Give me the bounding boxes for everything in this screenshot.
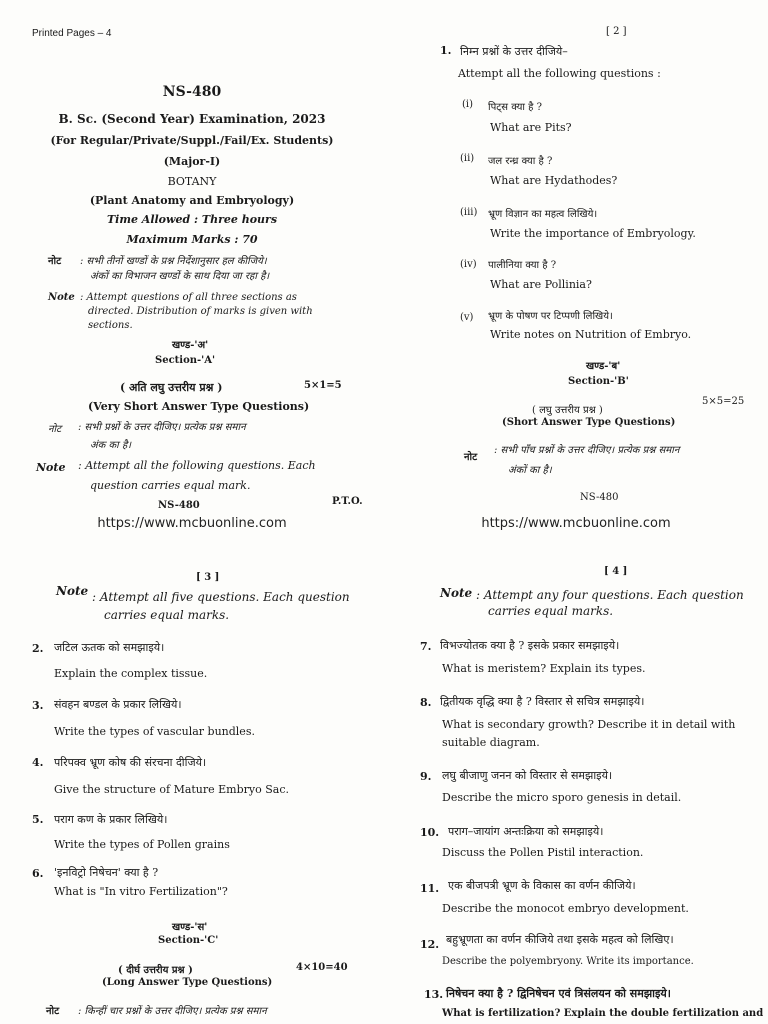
question-hi: पराग कण के प्रकार लिखिये। — [54, 813, 168, 826]
question-hi: 'इनविट्रो निषेचन' क्या है ? — [54, 866, 159, 879]
website-url[interactable]: https://www.mcbuonline.com — [97, 516, 287, 531]
page-3 — [0, 512, 384, 1024]
note-line-1: : Attempt any four questions. Each question — [476, 588, 744, 602]
question-number: 6. — [32, 867, 44, 880]
section-c-en: Section-'C' — [158, 935, 219, 946]
note-en-line-1: : Attempt questions of all three sections as — [80, 292, 297, 303]
question-number: 9. — [420, 770, 432, 783]
note-hi-line-1: : सभी तीनों खण्डों के प्रश्न निर्देशानुसार हल कीजिये। — [80, 256, 267, 267]
question-hi: विभज्योतक क्या है ? इसके प्रकार समझाइये। — [440, 639, 620, 652]
question-en: Describe the polyembryony. Write its importance. — [442, 956, 694, 967]
note2-hi-line-2: अंक का है। — [90, 440, 132, 451]
question-en: Give the structure of Mature Embryo Sac. — [54, 783, 290, 796]
item-hi: पिट्स क्या है ? — [488, 102, 543, 113]
item-en: What are Pollinia? — [490, 278, 592, 291]
exam-title: B. Sc. (Second Year) Examination, 2023 — [58, 112, 326, 126]
note2-en-label: Note — [36, 461, 66, 474]
type-hi: ( दीर्घ उत्तरीय प्रश्न ) — [118, 965, 193, 976]
time-allowed: Time Allowed : Three hours — [106, 213, 278, 226]
footer-code: NS-480 — [580, 492, 619, 503]
page-number: [ 3 ] — [196, 572, 220, 583]
footer-code: NS-480 — [158, 500, 200, 511]
page-number: [ 2 ] — [606, 26, 627, 37]
question-hi: द्वितीयक वृद्धि क्या है ? विस्तार से सचित्र समझाइये। — [440, 695, 645, 708]
paper-title: (Plant Anatomy and Embryology) — [89, 194, 295, 207]
question-en: Explain the complex tissue. — [54, 667, 208, 680]
note-line-1: : Attempt all five questions. Each question — [92, 590, 350, 604]
question-number: 11. — [420, 882, 440, 895]
note-en-label: Note — [48, 292, 75, 303]
item-hi: भ्रूण विज्ञान का महत्व लिखिये। — [488, 209, 598, 220]
marks-scheme-a: 5×1=5 — [304, 380, 342, 391]
question-number: 4. — [32, 756, 44, 769]
marks-scheme-c: 4×10=40 — [296, 962, 348, 973]
question-hi: बहुभ्रूणता का वर्णन कीजिये तथा इसके महत्व को लिखिए। — [446, 933, 674, 946]
section-b-hi: खण्ड-'ब' — [586, 361, 621, 372]
question-en-line-2: suitable diagram. — [442, 736, 540, 749]
note-hi-label: नोट — [48, 256, 62, 267]
section-a-hi: खण्ड-'अ' — [172, 340, 209, 351]
marks-scheme-b: 5×5=25 — [702, 396, 745, 407]
question-number: 13. — [424, 988, 444, 1001]
note2-en-line-2: question carries equal mark. — [90, 479, 251, 492]
question-number: 8. — [420, 696, 432, 709]
question-number: 10. — [420, 826, 440, 839]
section-c-hi: खण्ड-'स' — [172, 922, 208, 933]
question-1-en: Attempt all the following questions : — [458, 67, 661, 80]
type-en: (Long Answer Type Questions) — [102, 977, 273, 988]
item-en: Write notes on Nutrition of Embryo. — [490, 328, 692, 341]
type-en: (Short Answer Type Questions) — [502, 417, 676, 428]
type-hi: ( लघु उत्तरीय प्रश्न ) — [532, 405, 603, 416]
question-en: What is "In vitro Fertilization"? — [54, 885, 228, 898]
major-line: (Major-I) — [163, 155, 221, 168]
page-1 — [0, 0, 384, 531]
question-hi: संवहन बण्डल के प्रकार लिखिये। — [54, 698, 182, 711]
question-en: Describe the micro sporo genesis in detail. — [442, 791, 682, 804]
note-en-line-2: directed. Distribution of marks is given with — [88, 306, 313, 317]
subject-line: BOTANY — [167, 175, 217, 188]
note-hi-line-1: : किन्हीं चार प्रश्नों के उत्तर दीजिए। प्रत्येक प्रश्न समान — [78, 1006, 267, 1017]
question-number: 3. — [32, 699, 44, 712]
note-hi-label: नोट — [46, 1006, 60, 1017]
note-hi-line-2: अंकों का है। — [508, 465, 552, 476]
note2-hi-line-1: : सभी प्रश्नों के उत्तर दीजिए। प्रत्येक प्रश्न समान — [78, 422, 246, 433]
question-en: Write the types of Pollen grains — [54, 838, 230, 851]
item-en: Write the importance of Embryology. — [490, 227, 696, 240]
note2-en-line-1: : Attempt all the following questions. Each — [78, 459, 316, 472]
note-en-line-3: sections. — [88, 320, 133, 331]
question-en: Write the types of vascular bundles. — [54, 725, 255, 738]
note-hi-label: नोट — [464, 452, 478, 463]
question-en: Describe the monocot embryo development. — [442, 902, 689, 915]
question-en: What is meristem? Explain its types. — [442, 662, 646, 675]
website-url[interactable]: https://www.mcbuonline.com — [481, 516, 671, 531]
question-number: 12. — [420, 938, 440, 951]
item-number: (v) — [460, 312, 474, 323]
note-line-2: carries equal marks. — [488, 604, 614, 618]
item-en: What are Hydathodes? — [490, 174, 618, 187]
item-en: What are Pits? — [490, 121, 572, 134]
question-number: 5. — [32, 813, 44, 826]
page-2 — [384, 0, 768, 531]
item-number: (i) — [462, 99, 474, 110]
question-hi: लघु बीजाणु जनन को विस्तार से समझाइये। — [442, 769, 613, 782]
note-label: Note — [56, 584, 89, 598]
note2-hi-label: नोट — [48, 424, 62, 435]
type-hi: ( अति लघु उत्तरीय प्रश्न ) — [120, 381, 223, 394]
question-hi: पराग–जायांग अन्तःक्रिया को समझाइये। — [448, 825, 604, 838]
question-number: 7. — [420, 640, 432, 653]
item-hi: पालीनिया क्या है ? — [488, 260, 557, 271]
maximum-marks: Maximum Marks : 70 — [126, 233, 258, 246]
question-1-number: 1. — [440, 44, 452, 57]
question-hi: निषेचन क्या है ? द्विनिषेचन एवं त्रिसंलयन को समझाइये। — [446, 987, 671, 1000]
item-number: (ii) — [460, 153, 475, 164]
paper-code: NS-480 — [162, 84, 222, 100]
item-number: (iii) — [460, 207, 478, 218]
question-1-hi: निम्न प्रश्नों के उत्तर दीजिये– — [460, 45, 568, 58]
item-hi: भ्रूण के पोषण पर टिप्पणी लिखिये। — [488, 311, 613, 322]
section-a-en: Section-'A' — [155, 355, 216, 366]
note-hi-line-2: अंकों का विभाजन खण्डों के साथ दिया जा रहा है। — [90, 271, 270, 282]
page-4 — [384, 512, 768, 1024]
item-number: (iv) — [460, 259, 477, 270]
question-en: What is fertilization? Explain the double fertilization and — [442, 1008, 764, 1019]
pto: P.T.O. — [332, 496, 363, 507]
section-b-en: Section-'B' — [568, 376, 629, 387]
students-line: (For Regular/Private/Suppl./Fail/Ex. Students) — [50, 134, 334, 147]
item-hi: जल रन्ध्र क्या है ? — [488, 156, 553, 167]
question-en: Discuss the Pollen Pistil interaction. — [442, 846, 644, 859]
type-en: (Very Short Answer Type Questions) — [88, 400, 310, 413]
page-number: [ 4 ] — [604, 566, 628, 577]
note-line-2: carries equal marks. — [104, 608, 230, 622]
note-label: Note — [440, 586, 473, 600]
question-hi: परिपक्व भ्रूण कोष की संरचना दीजिये। — [54, 756, 207, 769]
question-hi: जटिल ऊतक को समझाइये। — [54, 641, 165, 654]
question-en: What is secondary growth? Describe it in detail with — [442, 718, 736, 731]
note-hi-line-1: : सभी पाँच प्रश्नों के उत्तर दीजिए। प्रत्येक प्रश्न समान — [494, 445, 680, 456]
question-number: 2. — [32, 642, 44, 655]
question-hi: एक बीजपत्री भ्रूण के विकास का वर्णन कीजिये। — [448, 879, 636, 892]
printed-pages: Printed Pages – 4 — [32, 28, 112, 39]
